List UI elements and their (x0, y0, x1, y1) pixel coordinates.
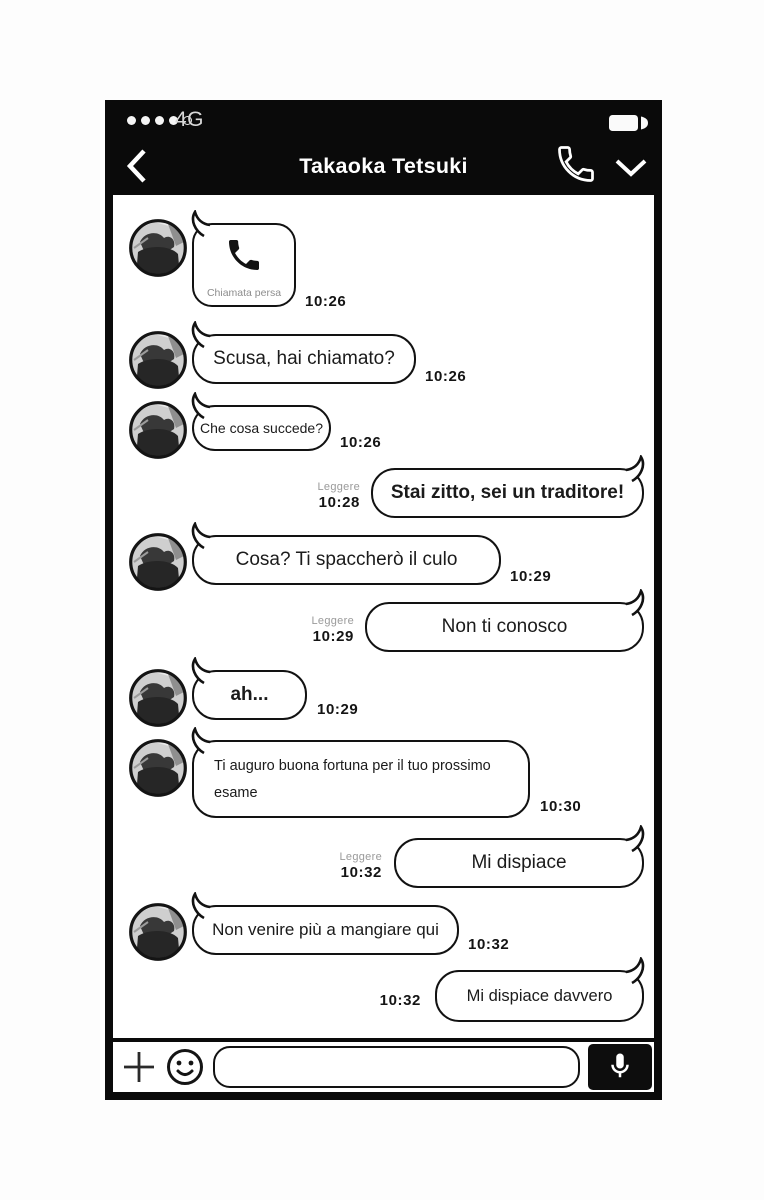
message-bubble (192, 905, 459, 955)
message-text: ah... (230, 684, 269, 705)
avatar[interactable] (128, 738, 188, 798)
message-time: 10:28 (318, 494, 360, 511)
read-receipt-label: Leggere (339, 851, 382, 863)
avatar[interactable] (128, 400, 188, 460)
message-time: 10:32 (379, 992, 421, 1009)
message-text: Mi dispiace (471, 852, 567, 873)
message-bubble-sent (365, 602, 644, 652)
message-time: 10:26 (340, 434, 382, 451)
read-receipt-label: Leggere (317, 481, 360, 493)
message-text: Mi dispiace davvero (466, 986, 613, 1005)
composer-bar (113, 1038, 654, 1092)
message-text: Cosa? Ti spaccherò il culo (235, 549, 458, 570)
chat-header (113, 108, 654, 195)
message-text: Che cosa succede? (200, 420, 323, 436)
message-bubble (192, 334, 416, 384)
message-bubble (192, 670, 307, 720)
message-bubble-sent (394, 838, 644, 888)
message-meta (318, 481, 360, 511)
avatar[interactable] (128, 532, 188, 592)
message-input[interactable] (213, 1046, 580, 1088)
message-bubble (192, 740, 530, 818)
message-time: 10:32 (468, 936, 510, 953)
phone-icon[interactable] (554, 142, 598, 186)
chevron-down-icon[interactable] (614, 158, 648, 178)
message-time: 10:32 (340, 864, 382, 881)
avatar[interactable] (128, 330, 188, 390)
message-text: Stai zitto, sei un traditore! (390, 482, 625, 503)
network-type-label: 4G (175, 108, 205, 131)
message-time: 10:29 (317, 701, 359, 718)
phone-receiver-icon (224, 235, 264, 280)
avatar[interactable] (128, 668, 188, 728)
message-text: Ti auguro buona fortuna per il tuo prossimo esame (214, 758, 491, 801)
chat-title: Takaoka Tetsuki (299, 154, 468, 178)
message-time: 10:29 (510, 568, 552, 585)
message-text: Non venire più a mangiare qui (212, 920, 439, 939)
message-text: Scusa, hai chiamato? (213, 348, 395, 369)
message-time: 10:30 (540, 798, 582, 815)
message-text: Non ti conosco (441, 616, 568, 637)
chat-area (113, 195, 654, 1038)
phone-frame (105, 100, 662, 1100)
message-time: 10:29 (312, 628, 354, 645)
missed-call-label: Chiamata persa (206, 287, 282, 299)
smiley-icon[interactable] (165, 1047, 205, 1087)
message-bubble-sent (371, 468, 644, 518)
message-meta (340, 851, 382, 881)
plus-icon[interactable] (121, 1049, 157, 1085)
message-bubble (192, 535, 501, 585)
read-receipt-label: Leggere (311, 615, 354, 627)
mic-button[interactable] (588, 1044, 652, 1090)
message-bubble (192, 405, 331, 451)
message-bubble-missed-call (192, 223, 296, 307)
message-time: 10:26 (305, 293, 347, 310)
avatar[interactable] (128, 218, 188, 278)
battery-icon (608, 112, 650, 139)
message-meta (312, 615, 354, 645)
avatar[interactable] (128, 902, 188, 962)
message-time: 10:26 (425, 368, 467, 385)
microphone-icon (605, 1051, 635, 1084)
message-bubble-sent (435, 970, 644, 1022)
